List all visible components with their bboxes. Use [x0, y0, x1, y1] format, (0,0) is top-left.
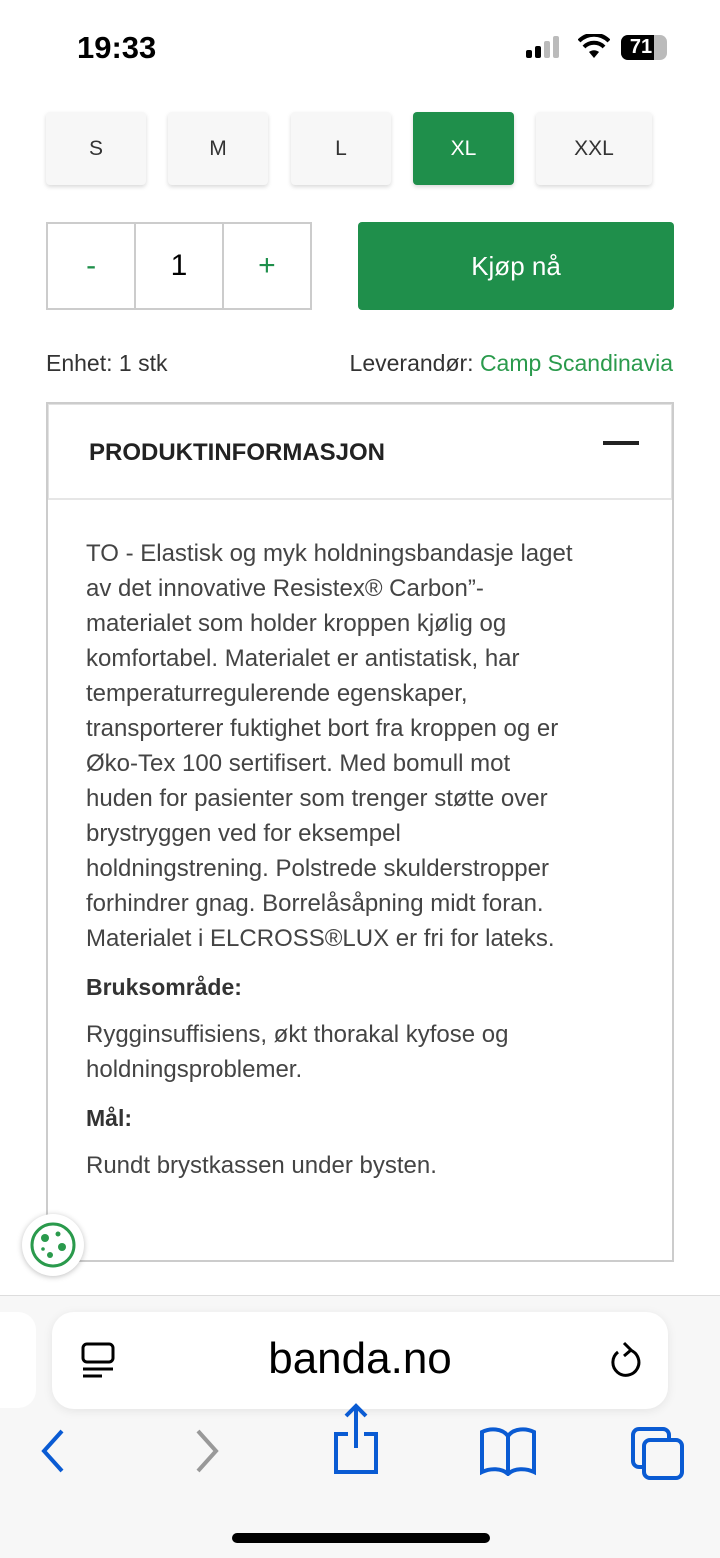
wifi-icon	[578, 34, 610, 60]
size-xxl-button[interactable]: XXL	[536, 112, 652, 185]
cookie-settings-button[interactable]	[22, 1214, 84, 1276]
description-line: transporterer fuktighet bort fra kroppen og er	[86, 715, 559, 742]
accordion-title: PRODUKTINFORMASJON	[89, 439, 386, 466]
supplier-label: Leverandør:	[349, 350, 480, 376]
signal-icon	[526, 36, 559, 58]
description-line: Øko-Tex 100 sertifisert. Med bomull mot	[86, 750, 511, 777]
home-indicator[interactable]	[232, 1533, 490, 1543]
buy-now-button[interactable]: Kjøp nå	[358, 222, 674, 310]
description-line: av det innovative Resistex® Carbon”-	[86, 575, 484, 602]
size-l-button[interactable]: L	[291, 112, 391, 185]
description-line: huden for pasienter som trenger støtte over	[86, 785, 548, 812]
product-info-accordion	[46, 402, 674, 1262]
use-line: Rygginsuffisiens, økt thorakal kyfose og	[86, 1021, 509, 1048]
product-description	[86, 536, 634, 956]
description-line: holdningstrening. Polstrede skulderstropper	[86, 855, 549, 882]
reload-icon[interactable]	[608, 1340, 644, 1382]
use-line: holdningsproblemer.	[86, 1056, 303, 1083]
size-s-button[interactable]: S	[46, 112, 146, 185]
share-icon[interactable]	[330, 1400, 382, 1476]
description-line: temperaturregulerende egenskaper,	[86, 680, 468, 707]
increase-button[interactable]: +	[258, 249, 276, 282]
browser-toolbar	[0, 1295, 720, 1558]
description-line: brystryggen ved for eksempel	[86, 820, 401, 847]
accordion-header[interactable]	[48, 404, 672, 500]
bookmarks-icon[interactable]	[478, 1424, 538, 1476]
status-bar	[0, 0, 720, 95]
supplier-link[interactable]: Camp Scandinavia	[479, 350, 673, 376]
description-line: Materialet i ELCROSS®LUX er fri for lateks.	[86, 925, 555, 952]
address-bar[interactable]	[52, 1312, 668, 1409]
description-line: materialet som holder kroppen kjølig og	[86, 610, 507, 637]
use-heading: Bruksområde:	[86, 974, 242, 1000]
measure-heading: Mål:	[86, 1105, 132, 1131]
quantity-stepper	[46, 222, 312, 310]
unit-label: Enhet: 1 stk	[46, 350, 168, 376]
size-xl-button[interactable]: XL	[413, 112, 514, 185]
tabs-icon[interactable]	[630, 1426, 686, 1480]
url-text: banda.no	[268, 1334, 452, 1383]
collapse-icon[interactable]	[603, 441, 639, 445]
use-text	[86, 1017, 634, 1087]
description-line: forhindrer gnag. Borrelåsåpning midt foran.	[86, 890, 544, 917]
accordion-body	[48, 500, 672, 1183]
cookie-icon	[28, 1220, 78, 1270]
clock: 19:33	[77, 30, 157, 65]
description-line: TO - Elastisk og myk holdningsbandasje laget	[86, 540, 573, 567]
decrease-button[interactable]: -	[86, 249, 97, 282]
measure-text: Rundt brystkassen under bysten.	[86, 1152, 437, 1179]
size-selector	[46, 112, 674, 185]
battery-level: 71	[629, 36, 653, 58]
previous-tab[interactable]	[0, 1312, 36, 1408]
quantity-input[interactable]: 1	[134, 224, 223, 308]
battery-icon	[621, 35, 667, 60]
forward-icon[interactable]	[190, 1426, 224, 1476]
supplier-info	[350, 350, 673, 377]
back-icon[interactable]	[36, 1426, 70, 1476]
size-m-button[interactable]: M	[168, 112, 268, 185]
description-line: komfortabel. Materialet er antistatisk, har	[86, 645, 520, 672]
